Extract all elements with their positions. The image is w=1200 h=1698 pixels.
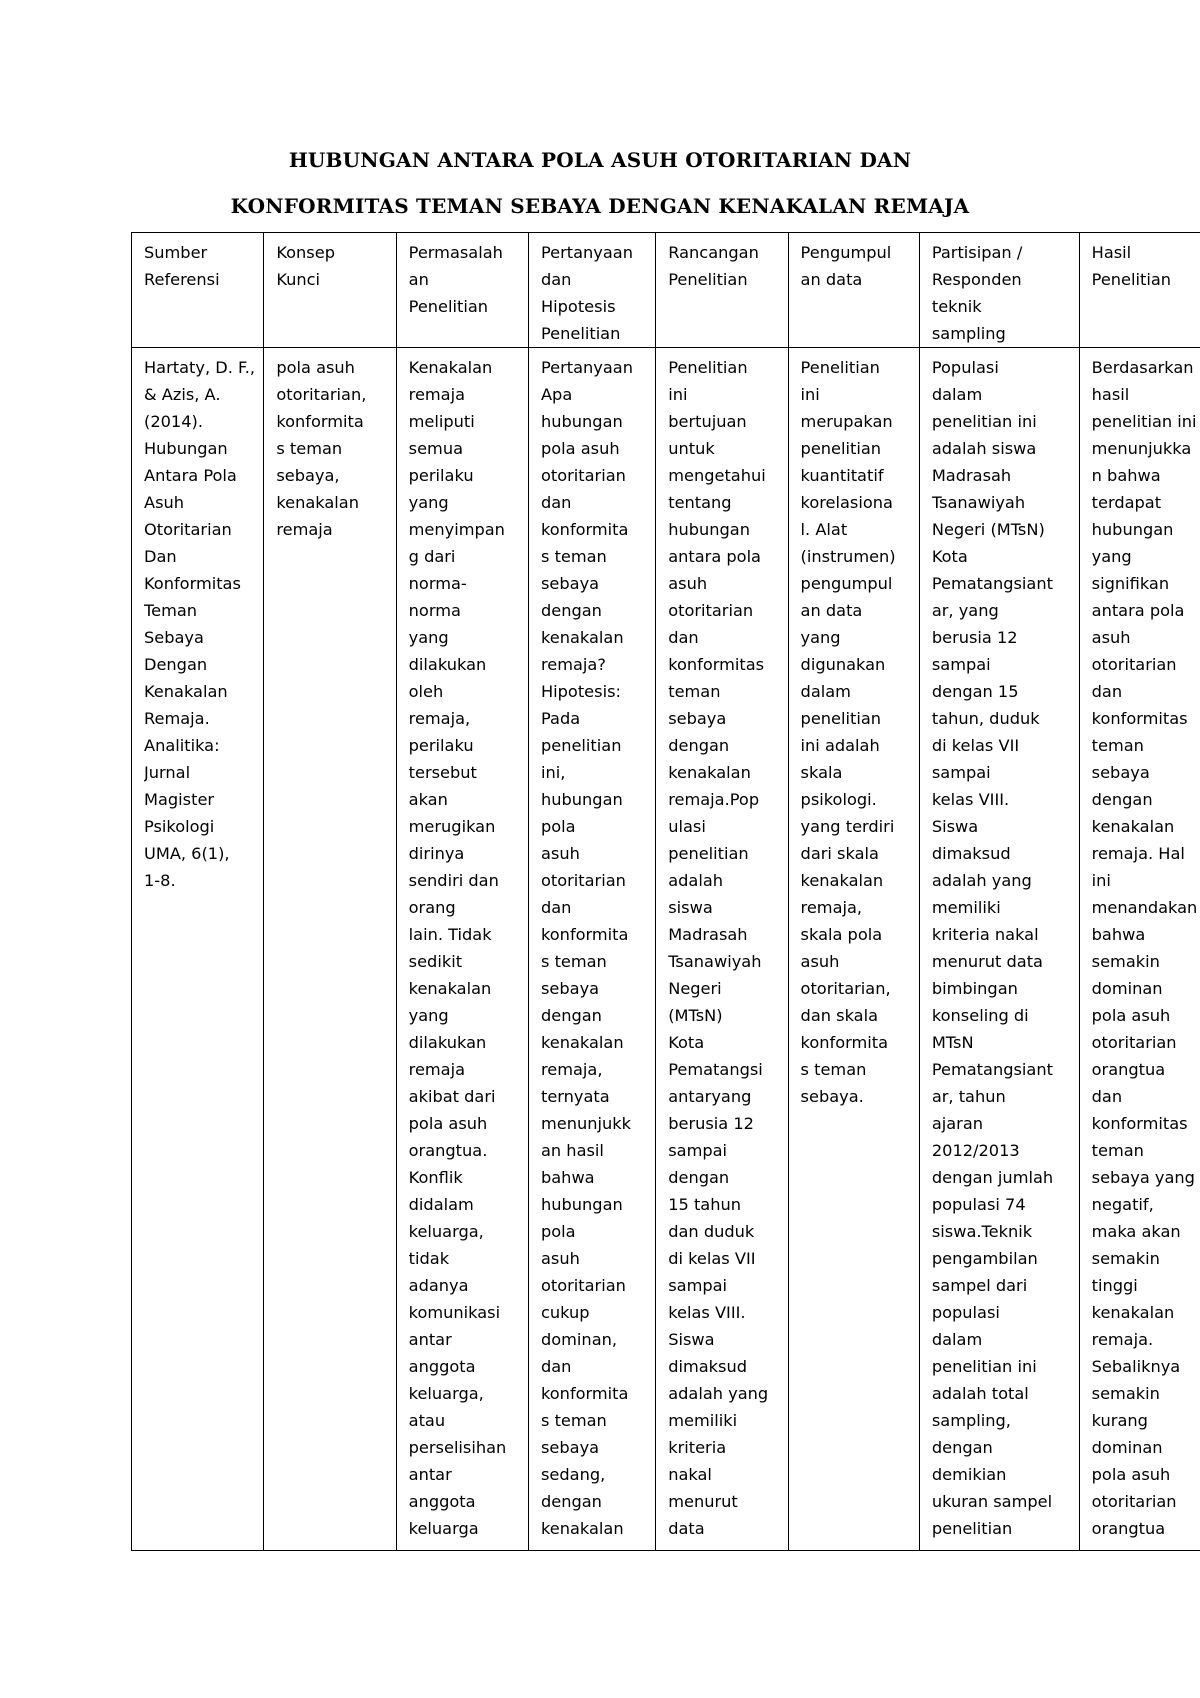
header-cell xyxy=(1079,233,1200,348)
cell-hasil: Berdasarkan hasil penelitian ini menunjukka n bahwa terdapat hubungan yang signifikan antara pola asuh otoritarian dan konformitas teman sebaya dengan kenakalan remaja. Hal ini menandakan bahwa semakin dominan pola asuh otoritarian orangtua dan konformitas teman sebaya yang negatif, maka akan semakin tinggi kenakalan remaja. Sebaliknya semakin kurang dominan pola asuh otoritarian orangtua xyxy=(1091,358,1198,1538)
header-rancangan: Rancangan Penelitian xyxy=(668,243,759,289)
header-cell xyxy=(788,233,919,348)
table-cell xyxy=(396,348,528,1551)
header-cell xyxy=(919,233,1079,348)
header-sumber-referensi: Sumber Referensi xyxy=(144,243,220,289)
table-cell xyxy=(788,348,919,1551)
header-cell xyxy=(264,233,396,348)
cell-pertanyaan-hipotesis: Pertanyaan Apa hubungan pola asuh otoritarian dan konformita s teman sebaya dengan kenakalan remaja? Hipotesis: Pada penelitian ini, hubungan pola asuh otoritarian dan konformita s teman sebaya dengan kenakalan remaja, ternyata menunjukk an hasil bahwa hubungan pola asuh otoritarian cukup dominan, dan konformita s teman sebaya sedang, dengan kenakalan xyxy=(540,358,633,1538)
table-cell xyxy=(1079,348,1200,1551)
header-pengumpulan-data: Pengumpul an data xyxy=(800,243,892,289)
header-cell xyxy=(656,233,788,348)
cell-rancangan: Penelitian ini bertujuan untuk mengetahui tentang hubungan antara pola asuh otoritarian dan konformitas teman sebaya dengan kenakalan remaja.Pop ulasi penelitian adalah siswa Madrasah Tsanawiyah Negeri (MTsN) Kota Pematangsi antaryang berusia 12 sampai dengan 15 tahun dan duduk di kelas VII sampai kelas VIII. Siswa dimaksud adalah yang memiliki kriteria nakal menurut data xyxy=(668,358,769,1538)
table-cell xyxy=(528,348,655,1551)
cell-konsep-kunci: pola asuh otoritarian, konformita s teman sebaya, kenakalan remaja xyxy=(276,358,367,539)
header-partisipan: Partisipan / Responden teknik sampling xyxy=(931,243,1023,343)
header-permasalahan: Permasalah an Penelitian xyxy=(408,243,503,316)
document-title-line-1: HUBUNGAN ANTARA POLA ASUH OTORITARIAN DAN xyxy=(288,148,912,172)
table-cell xyxy=(919,348,1079,1551)
header-konsep-kunci: Konsep Kunci xyxy=(276,243,335,289)
table-row xyxy=(132,348,1200,1551)
table-cell xyxy=(656,348,788,1551)
table-header-row xyxy=(132,233,1200,348)
literature-review-table xyxy=(131,232,1200,1551)
cell-partisipan: Populasi dalam penelitian ini adalah siswa Madrasah Tsanawiyah Negeri (MTsN) Kota Pematangsiant ar, yang berusia 12 sampai dengan 15 tahun, duduk di kelas VII sampai kelas VIII. Siswa dimaksud adalah yang memiliki kriteria nakal menurut data bimbingan konseling di MTsN Pematangsiant ar, tahun ajaran 2012/2013 dengan jumlah populasi 74 siswa.Teknik pengambilan sampel dari populasi dalam penelitian ini adalah total sampling, dengan demikian ukuran sampel penelitian xyxy=(931,358,1054,1538)
table-cell xyxy=(264,348,396,1551)
header-pertanyaan-hipotesis: Pertanyaan dan Hipotesis Penelitian xyxy=(540,243,633,343)
table-cell xyxy=(132,348,264,1551)
document-title-line-2: KONFORMITAS TEMAN SEBAYA DENGAN KENAKALAN REMAJA xyxy=(230,194,970,218)
cell-pengumpulan-data: Penelitian ini merupakan penelitian kuantitatif korelasiona l. Alat (instrumen) pengumpul an data yang digunakan dalam penelitian ini adalah skala psikologi. yang terdiri dari skala kenakalan remaja, skala pola asuh otoritarian, dan skala konformita s teman sebaya. xyxy=(800,358,896,1106)
header-cell xyxy=(528,233,655,348)
cell-permasalahan: Kenakalan remaja meliputi semua perilaku yang menyimpan g dari norma- norma yang dilakukan oleh remaja, perilaku tersebut akan merugikan dirinya sendiri dan orang lain. Tidak sedikit kenakalan yang dilakukan remaja akibat dari pola asuh orangtua. Konflik didalam keluarga, tidak adanya komunikasi antar anggota keluarga, atau perselisihan antar anggota keluarga xyxy=(408,358,507,1538)
header-hasil: Hasil Penelitian xyxy=(1091,243,1172,289)
header-cell xyxy=(396,233,528,348)
header-cell xyxy=(132,233,264,348)
cell-sumber-referensi: Hartaty, D. F., & Azis, A. (2014). Hubungan Antara Pola Asuh Otoritarian Dan Konformitas Teman Sebaya Dengan Kenakalan Remaja. Analitika: Jurnal Magister Psikologi UMA, 6(1), 1-8. xyxy=(144,358,255,890)
